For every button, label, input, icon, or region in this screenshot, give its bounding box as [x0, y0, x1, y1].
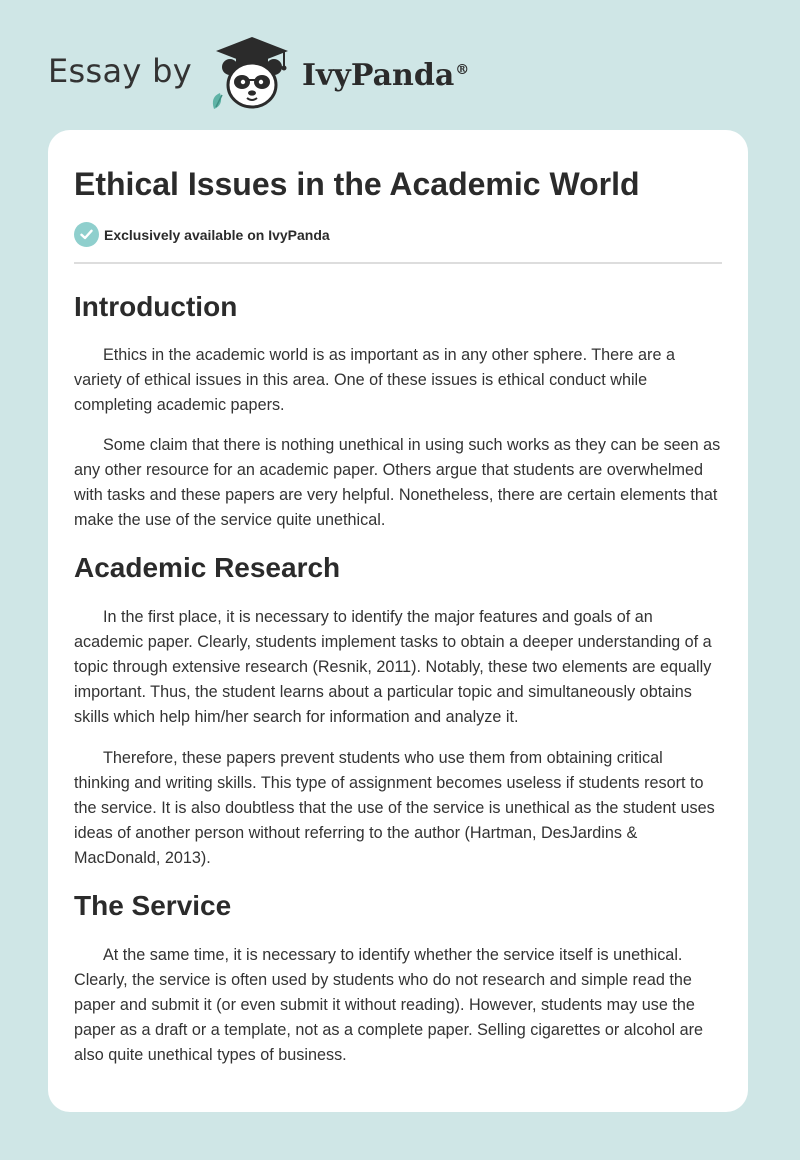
essay-card — [48, 130, 748, 1112]
paragraph: In the first place, it is necessary to identify the major features and goals of an academic paper. Clearly, students implement tasks to obtain a deeper understanding of a topic through extensive research (Resnik, 2011). Notably, these two elements are equally important. Thus, the student learns about a particular topic and simultaneously obtains skills which help him/her search for information and analyze it. — [74, 608, 712, 726]
paragraph: At the same time, it is necessary to identify whether the service itself is unethical. Clearly, the service is often used by students who do not research and simple read the paper and submit it (or even submit it without reading). However, students may use the paper as a draft or a template, not as a complete paper. Selling cigarettes or alcohol are also quite unethical types of business. — [74, 946, 703, 1064]
section-heading-the-service: The Service — [74, 890, 232, 921]
page-title: Ethical Issues in the Academic World — [74, 166, 640, 202]
exclusive-badge — [74, 222, 722, 247]
badge-label: Exclusively available on IvyPanda — [104, 226, 330, 243]
check-circle-icon — [74, 222, 99, 247]
divider — [74, 262, 722, 264]
brand-header — [48, 34, 469, 114]
paragraph: Therefore, these papers prevent students who use them from obtaining critical thinking and writing skills. This type of assignment becomes useless if students resort to the service. It is also doubtless that the use of the service is unethical as the student uses ideas of another person without referring to the author (Hartman, DesJardins & MacDonald, 2013). — [74, 749, 715, 867]
panda-graduate-icon[interactable] — [206, 35, 298, 113]
paragraph: Ethics in the academic world is as important as in any other sphere. There are a variety of ethical issues in this area. One of these issues is ethical conduct while completing academic papers. — [74, 346, 675, 414]
paragraph: Some claim that there is nothing unethical in using such works as they can be seen as any other resource for an academic paper. Others argue that students are overwhelmed with tasks and these papers are very helpful. Nonetheless, there are certain elements that make the use of the service quite unethical. — [74, 436, 721, 529]
brand-name: IvyPanda® — [301, 57, 470, 93]
brand-prefix: Essay by — [48, 52, 192, 90]
section-heading-introduction: Introduction — [74, 291, 238, 322]
section-heading-academic-research: Academic Research — [74, 552, 341, 583]
